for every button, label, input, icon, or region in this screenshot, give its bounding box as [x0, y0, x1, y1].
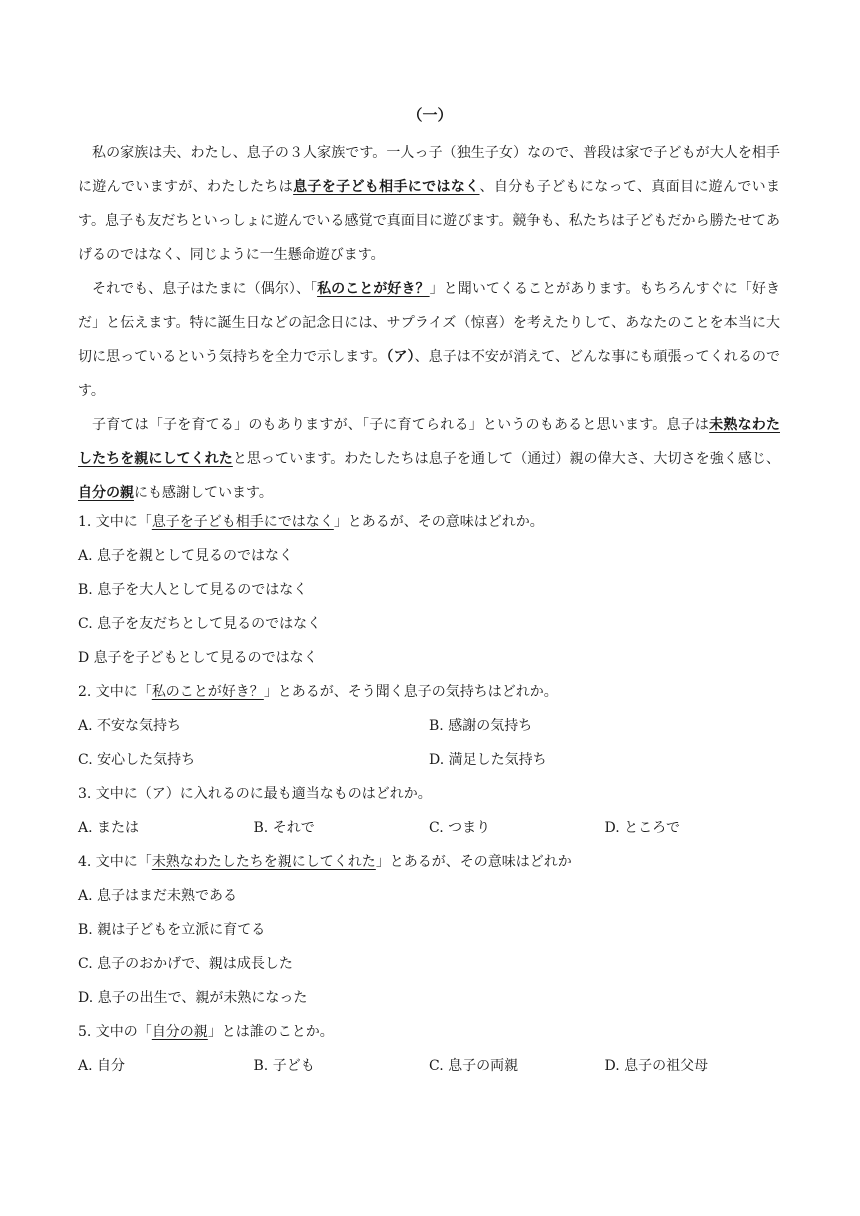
q3-option-b: B. それで: [253, 820, 315, 836]
q2-option-c: C. 安心した気持ち: [78, 752, 196, 768]
q4-stem-suffix: 」とあるが、その意味はどれか: [375, 854, 572, 870]
q3-option-a: A. または: [78, 820, 140, 836]
q5-option-a: A. 自分: [78, 1058, 126, 1074]
p2-underlined-phrase: 私のことが好き？: [317, 281, 430, 297]
p2-text-after: 」と聞いてくることがあります。もちろんすぐに「好きだ」と伝えます。特に誕生日などの記念日には、サプライズ（惊喜）を考えたりして、あなたのことを本当に大切に思っているという気持ちを全力で示します。: [78, 281, 780, 365]
q3-option-c: C. つまり: [429, 820, 491, 836]
p3-text-mid: と思っています。わたしたちは息子を通して（通过）親の偉大さ、大切さを強く感じ、: [232, 451, 780, 467]
paragraph-2: [78, 272, 780, 408]
section-title: （一）: [407, 106, 453, 124]
q4-option-b: B. 親は子どもを立派に育てる: [78, 922, 266, 938]
q5-option-c: C. 息子の両親: [429, 1058, 519, 1074]
p3-text-before: 子育ては「子を育てる」のもありますが、「子に育てられる」というのもあると思います。息子は: [92, 417, 710, 433]
q5-stem-suffix: 」とは誰のことか。: [207, 1024, 334, 1040]
q1-stem-prefix: 1. 文中に「: [78, 514, 152, 530]
q4-option-d: D. 息子の出生で、親が未熟になった: [78, 990, 308, 1006]
q4-option-c: C. 息子のおかげで、親は成長した: [78, 956, 293, 972]
q2-option-d: D. 満足した気持ち: [429, 752, 547, 768]
question-1-stem: [78, 505, 780, 539]
q5-option-d: D. 息子の祖父母: [604, 1058, 709, 1074]
p3-underlined-phrase-2: 自分の親: [78, 485, 134, 501]
question-section: [78, 505, 780, 1083]
question-4-stem: [78, 845, 780, 879]
q2-options-row-1: [78, 709, 780, 743]
p2-blank-marker: （ア）: [386, 349, 415, 365]
p3-underlined-phrase-1: 未熟なわたしたちを親にしてくれた: [78, 417, 780, 467]
question-3-stem: 3. 文中に（ア）に入れるのに最も適当なものはどれか。: [78, 786, 432, 802]
q2-options-row-2: [78, 743, 780, 777]
q3-option-d: D. ところで: [604, 820, 680, 836]
q1-option-a: A. 息子を親として見るのではなく: [78, 548, 294, 564]
q2-stem-quote: 私のことが好き？: [151, 684, 264, 700]
q4-stem-quote: 未熟なわたしたちを親にしてくれた: [151, 854, 376, 870]
q5-option-b: B. 子ども: [253, 1058, 315, 1074]
q5-stem-prefix: 5. 文中の「: [78, 1024, 152, 1040]
q1-option-b: B. 息子を大人として見るのではなく: [78, 582, 308, 598]
q2-option-a: A. 不安な気持ち: [78, 718, 182, 734]
p1-text-before: 私の家族は夫、わたし、息子の３人家族です。一人っ子（独生子女）なので、普段は家で子どもが大人を相手に遊んでいますが、わたしたちは: [78, 145, 780, 195]
reading-passage: [78, 136, 780, 510]
q1-option-d: D 息子を子どもとして見るのではなく: [78, 650, 318, 666]
q2-stem-suffix: 」とあるが、そう聞く息子の気持ちはどれか。: [263, 684, 558, 700]
q1-stem-quote: 息子を子ども相手にではなく: [151, 514, 334, 530]
question-5-stem: [78, 1015, 780, 1049]
q2-stem-prefix: 2. 文中に「: [78, 684, 152, 700]
q4-stem-prefix: 4. 文中に「: [78, 854, 152, 870]
q2-option-b: B. 感謝の気持ち: [429, 718, 533, 734]
question-2-stem: [78, 675, 780, 709]
q3-options-row: [78, 811, 780, 845]
q5-options-row: [78, 1049, 780, 1083]
q4-option-a: A. 息子はまだ未熟である: [78, 888, 238, 904]
q1-stem-suffix: 」とあるが、その意味はどれか。: [333, 514, 544, 530]
p1-text-after: 、自分も子どもになって、真面目に遊んでいます。息子も友だちといっしょに遊んでいる感覚で真面目に遊びます。競争も、私たちは子どもだから勝たせてあげるのではなく、同じように一生懸命遊びます。: [78, 179, 781, 263]
paragraph-1: [78, 136, 780, 272]
q1-option-c: C. 息子を友だちとして見るのではなく: [78, 616, 322, 632]
p1-underlined-phrase: 息子を子ども相手にではなく: [293, 179, 480, 195]
p2-text-before: それでも、息子はたまに（偶尔）、「: [92, 281, 318, 297]
paragraph-3: [78, 408, 780, 510]
p2-text-after-blank: 、息子は不安が消えて、どんな事にも頑張ってくれるのです。: [78, 349, 781, 399]
p3-text-after: にも感謝しています。: [134, 485, 273, 501]
q5-stem-quote: 自分の親: [151, 1024, 208, 1040]
